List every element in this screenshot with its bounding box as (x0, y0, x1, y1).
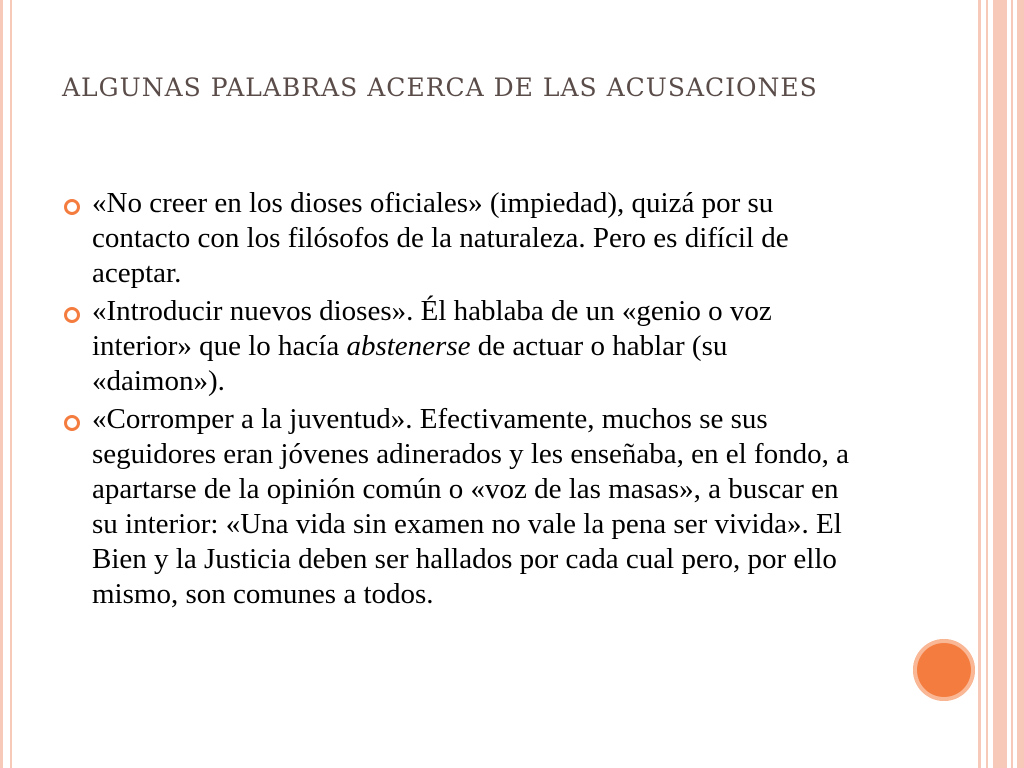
bullet-text-italic: abstenerse (346, 330, 471, 362)
bullet-list (62, 186, 862, 615)
slide-title: ALGUNAS PALABRAS ACERCA DE LAS ACUSACIONES (62, 73, 818, 102)
left-border-strip (10, 0, 12, 768)
orange-circle-icon (913, 639, 975, 701)
right-border-strip (1011, 0, 1013, 768)
bullet-ring-icon (64, 307, 80, 323)
bullet-item (62, 294, 862, 399)
bullet-text: de actuar o hablar (su «daimon»). (92, 330, 728, 397)
bullet-item (62, 186, 862, 291)
right-border-strip (1017, 0, 1024, 768)
bullet-ring-icon (64, 415, 80, 431)
left-border-strip (0, 0, 3, 768)
bullet-text: «No creer en los dioses oficiales» (impiedad), quizá por su contacto con los filósofos de la naturaleza. Pero es difícil de aceptar. (92, 187, 789, 289)
bullet-ring-icon (64, 199, 80, 215)
bullet-item (62, 402, 862, 612)
bullet-text: «Introducir nuevos dioses». Él hablaba de un «genio o voz interior» que lo hacía (92, 295, 772, 362)
right-border-strip (986, 0, 988, 768)
bullet-text: «Corromper a la juventud». Efectivamente, muchos se sus seguidores eran jóvenes adinerados y les enseñaba, en el fondo, a apartarse de la opinión común o «voz de las masas», a buscar en su interior: «Una vida sin examen no vale la pena ser vivida». El Bien y la Justicia deben ser hallados por cada cual pero, por ello mismo, son comunes a todos. (92, 403, 849, 610)
right-border-strip (993, 0, 1007, 768)
right-border-strip (978, 0, 981, 768)
